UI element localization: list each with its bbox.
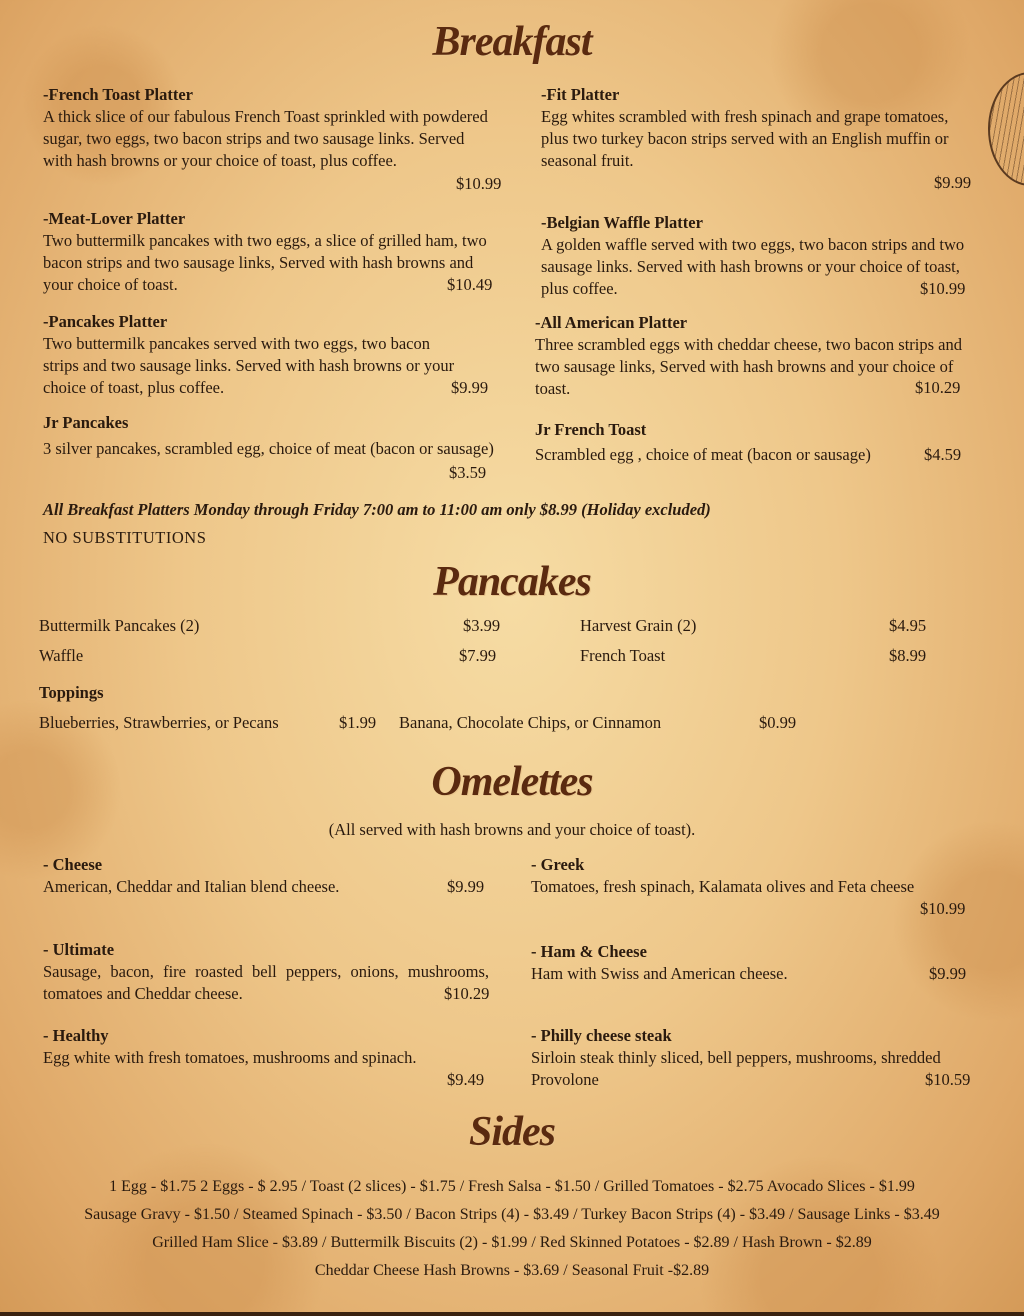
item-price: $10.29: [915, 378, 961, 397]
omelette-item-ham-cheese: [531, 941, 976, 985]
item-desc: Egg white with fresh tomatoes, mushrooms and spinach.: [43, 1048, 417, 1067]
decorative-illustration: [988, 72, 1024, 186]
item-price: $10.49: [447, 275, 493, 294]
item-desc: Scrambled egg , choice of meat (bacon or sausage): [535, 445, 871, 464]
pancake-item-price: $8.99: [889, 646, 927, 665]
menu-item-belgian-waffle-platter: [541, 212, 976, 300]
menu-item-fit-platter: [541, 84, 971, 172]
menu-item-jr-french-toast: [535, 419, 975, 466]
breakfast-promo: All Breakfast Platters Monday through Friday 7:00 am to 11:00 am only $8.99 (Holiday excluded): [43, 500, 711, 519]
item-title: -All American Platter: [535, 313, 688, 332]
omelette-item-greek: [531, 854, 976, 898]
item-title: -Pancakes Platter: [43, 312, 168, 331]
item-price: $10.99: [920, 279, 966, 298]
item-title: - Ham & Cheese: [531, 942, 647, 961]
item-title: - Philly cheese steak: [531, 1026, 672, 1045]
pancakes-heading: Pancakes: [433, 559, 591, 605]
menu-item-all-american-platter: [535, 312, 970, 400]
item-price: $9.99: [447, 877, 485, 896]
sides-line: Sausage Gravy - $1.50 / Steamed Spinach - $3.50 / Bacon Strips (4) - $3.49 / Turkey Bacon Strips (4) - $3.49 / Sausage Links - $3.49: [84, 1206, 940, 1223]
menu-item-french-toast-platter: [43, 84, 503, 172]
pancake-item-name: Buttermilk Pancakes (2): [39, 616, 200, 635]
item-title: Jr French Toast: [535, 420, 647, 439]
item-price: $10.59: [925, 1070, 971, 1089]
item-desc: Two buttermilk pancakes served with two eggs, two bacon strips and two sausage links. Served with hash browns or your choice of toast, plus coffee.: [43, 334, 455, 397]
item-desc: Ham with Swiss and American cheese.: [531, 964, 788, 983]
item-title: - Greek: [531, 855, 585, 874]
bottom-border: [0, 1312, 1024, 1316]
item-desc: A golden waffle served with two eggs, two bacon strips and two sausage links. Served with hash browns or your choice of toast, plus coffee.: [541, 235, 965, 298]
item-desc: Sirloin steak thinly sliced, bell peppers, mushrooms, shredded Provolone: [531, 1048, 941, 1089]
pancake-item-name: French Toast: [580, 646, 666, 665]
pancake-item-price: $7.99: [459, 646, 497, 665]
topping-price: $0.99: [759, 713, 797, 732]
item-title: - Healthy: [43, 1026, 109, 1045]
pancake-item-name: Harvest Grain (2): [580, 616, 697, 635]
item-title: -Meat-Lover Platter: [43, 209, 186, 228]
sides-heading: Sides: [468, 1109, 555, 1155]
omelette-item-cheese: [43, 854, 493, 898]
menu-item-jr-pancakes: [43, 412, 508, 460]
breakfast-heading: Breakfast: [432, 19, 592, 65]
pancake-item-name: Waffle: [39, 646, 84, 665]
item-price: $9.99: [934, 173, 972, 192]
sides-line: Grilled Ham Slice - $3.89 / Buttermilk Biscuits (2) - $1.99 / Red Skinned Potatoes - $2.89 / Hash Brown - $2.89: [152, 1234, 872, 1251]
item-price: $10.29: [444, 984, 490, 1003]
item-desc: Tomatoes, fresh spinach, Kalamata olives and Feta cheese: [531, 877, 915, 896]
item-title: -Belgian Waffle Platter: [541, 213, 703, 232]
omelettes-heading: Omelettes: [431, 759, 593, 805]
item-title: -French Toast Platter: [43, 85, 194, 104]
item-title: - Ultimate: [43, 940, 115, 959]
menu-item-pancakes-platter: [43, 311, 473, 399]
menu-item-meat-lover-platter: [43, 208, 503, 296]
item-price: $4.59: [924, 445, 962, 464]
item-desc: Egg whites scrambled with fresh spinach and grape tomatoes, plus two turkey bacon strips served with an English muffin or seasonal fruit.: [541, 107, 949, 170]
omelette-item-healthy: [43, 1025, 503, 1069]
omelette-item-philly-cheese-steak: [531, 1025, 951, 1091]
sides-line: Cheddar Cheese Hash Browns - $3.69 / Seasonal Fruit -$2.89: [314, 1262, 710, 1279]
topping-name: Banana, Chocolate Chips, or Cinnamon: [399, 713, 662, 732]
item-desc: A thick slice of our fabulous French Toast sprinkled with powdered sugar, two eggs, two bacon strips and two sausage links. Served with hash browns or your choice of toast, plus coffee.: [43, 107, 488, 170]
pancake-item-price: $4.95: [889, 616, 927, 635]
no-substitutions-note: NO SUBSTITUTIONS: [43, 528, 207, 547]
toppings-label: Toppings: [39, 683, 104, 702]
item-price: $10.99: [920, 899, 966, 918]
item-title: -Fit Platter: [541, 85, 620, 104]
item-title: - Cheese: [43, 855, 103, 874]
omelettes-subtitle: (All served with hash browns and your choice of toast).: [328, 820, 696, 839]
topping-name: Blueberries, Strawberries, or Pecans: [39, 713, 279, 732]
item-price: $3.59: [449, 463, 487, 482]
item-price: $9.49: [447, 1070, 485, 1089]
sides-line: 1 Egg - $1.75 2 Eggs - $ 2.95 / Toast (2 slices) - $1.75 / Fresh Salsa - $1.50 / Grilled Tomatoes - $2.75 Avocado Slices - $1.99: [109, 1178, 915, 1195]
item-desc: American, Cheddar and Italian blend cheese.: [43, 877, 340, 896]
item-desc: Two buttermilk pancakes with two eggs, a slice of grilled ham, two bacon strips and two sausage links, Served with hash browns and your choice of toast.: [43, 231, 487, 294]
item-desc: 3 silver pancakes, scrambled egg, choice of meat (bacon or sausage): [43, 439, 494, 458]
topping-price: $1.99: [339, 713, 377, 732]
item-price: $9.99: [929, 964, 967, 983]
item-title: Jr Pancakes: [43, 413, 129, 432]
omelette-item-ultimate: [43, 939, 489, 1005]
item-price: $9.99: [451, 378, 489, 397]
item-desc: Three scrambled eggs with cheddar cheese, two bacon strips and two sausage links, Served with hash browns and your choice of toast.: [535, 335, 963, 398]
pancake-item-price: $3.99: [463, 616, 501, 635]
item-desc: Sausage, bacon, fire roasted bell peppers, onions, mushrooms, tomatoes and Cheddar cheese.: [43, 962, 489, 1003]
item-price: $10.99: [456, 174, 502, 193]
